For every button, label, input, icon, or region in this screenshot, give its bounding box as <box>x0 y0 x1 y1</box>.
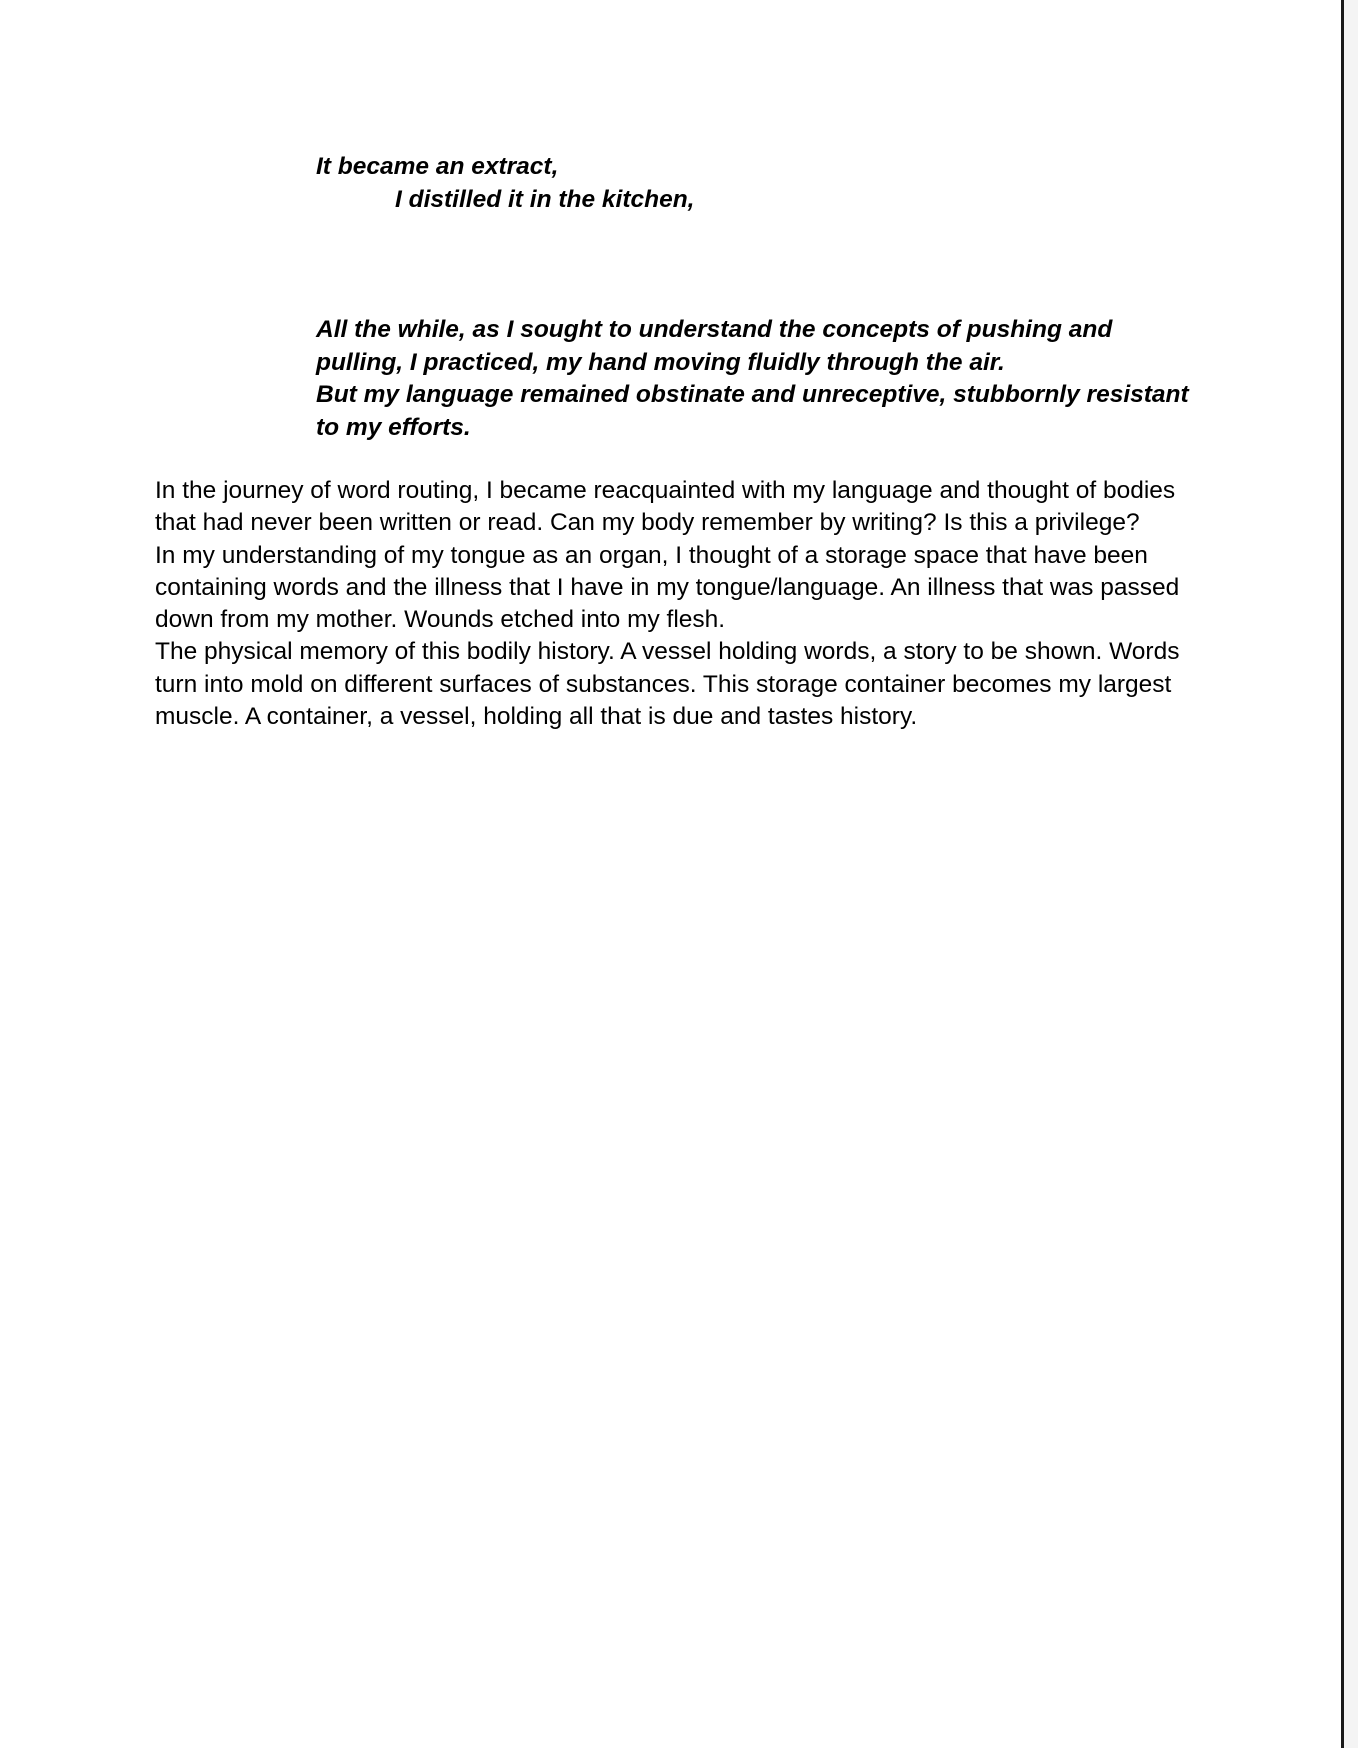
verse-stanza <box>316 314 1196 444</box>
prose-line: In the journey of word routing, I became reacquainted with my language and thought of bodies <box>155 477 1176 504</box>
verse-line: All the while, as I sought to understand the concepts of pushing and <box>316 316 1113 343</box>
prose-line: turn into mold on different surfaces of substances. This storage container becomes my largest <box>155 670 1172 698</box>
viewer-margin <box>1344 0 1358 1748</box>
prose-line: containing words and the illness that I have in my tongue/language. An illness that was passed <box>155 573 1180 601</box>
prose-line: The physical memory of this bodily history. A vessel holding words, a story to be shown. Words <box>155 638 1180 666</box>
verse-opening <box>316 151 694 216</box>
verse-line: pulling, I practiced, my hand moving fluidly through the air. <box>316 348 1005 376</box>
prose-line: In my understanding of my tongue as an organ, I thought of a storage space that have been <box>155 541 1148 569</box>
verse-line: It became an extract, <box>316 153 559 180</box>
verse-line-indented: I distilled it in the kitchen, <box>395 185 695 213</box>
prose-line: down from my mother. Wounds etched into my flesh. <box>155 606 726 634</box>
prose-line: muscle. A container, a vessel, holding all that is due and tastes history. <box>155 703 918 731</box>
prose-line: that had never been written or read. Can my body remember by writing? Is this a privilege? <box>155 509 1140 537</box>
verse-line: to my efforts. <box>316 413 471 441</box>
verse-line: But my language remained obstinate and unreceptive, stubbornly resistant <box>316 381 1189 408</box>
prose-paragraph <box>155 475 1195 733</box>
